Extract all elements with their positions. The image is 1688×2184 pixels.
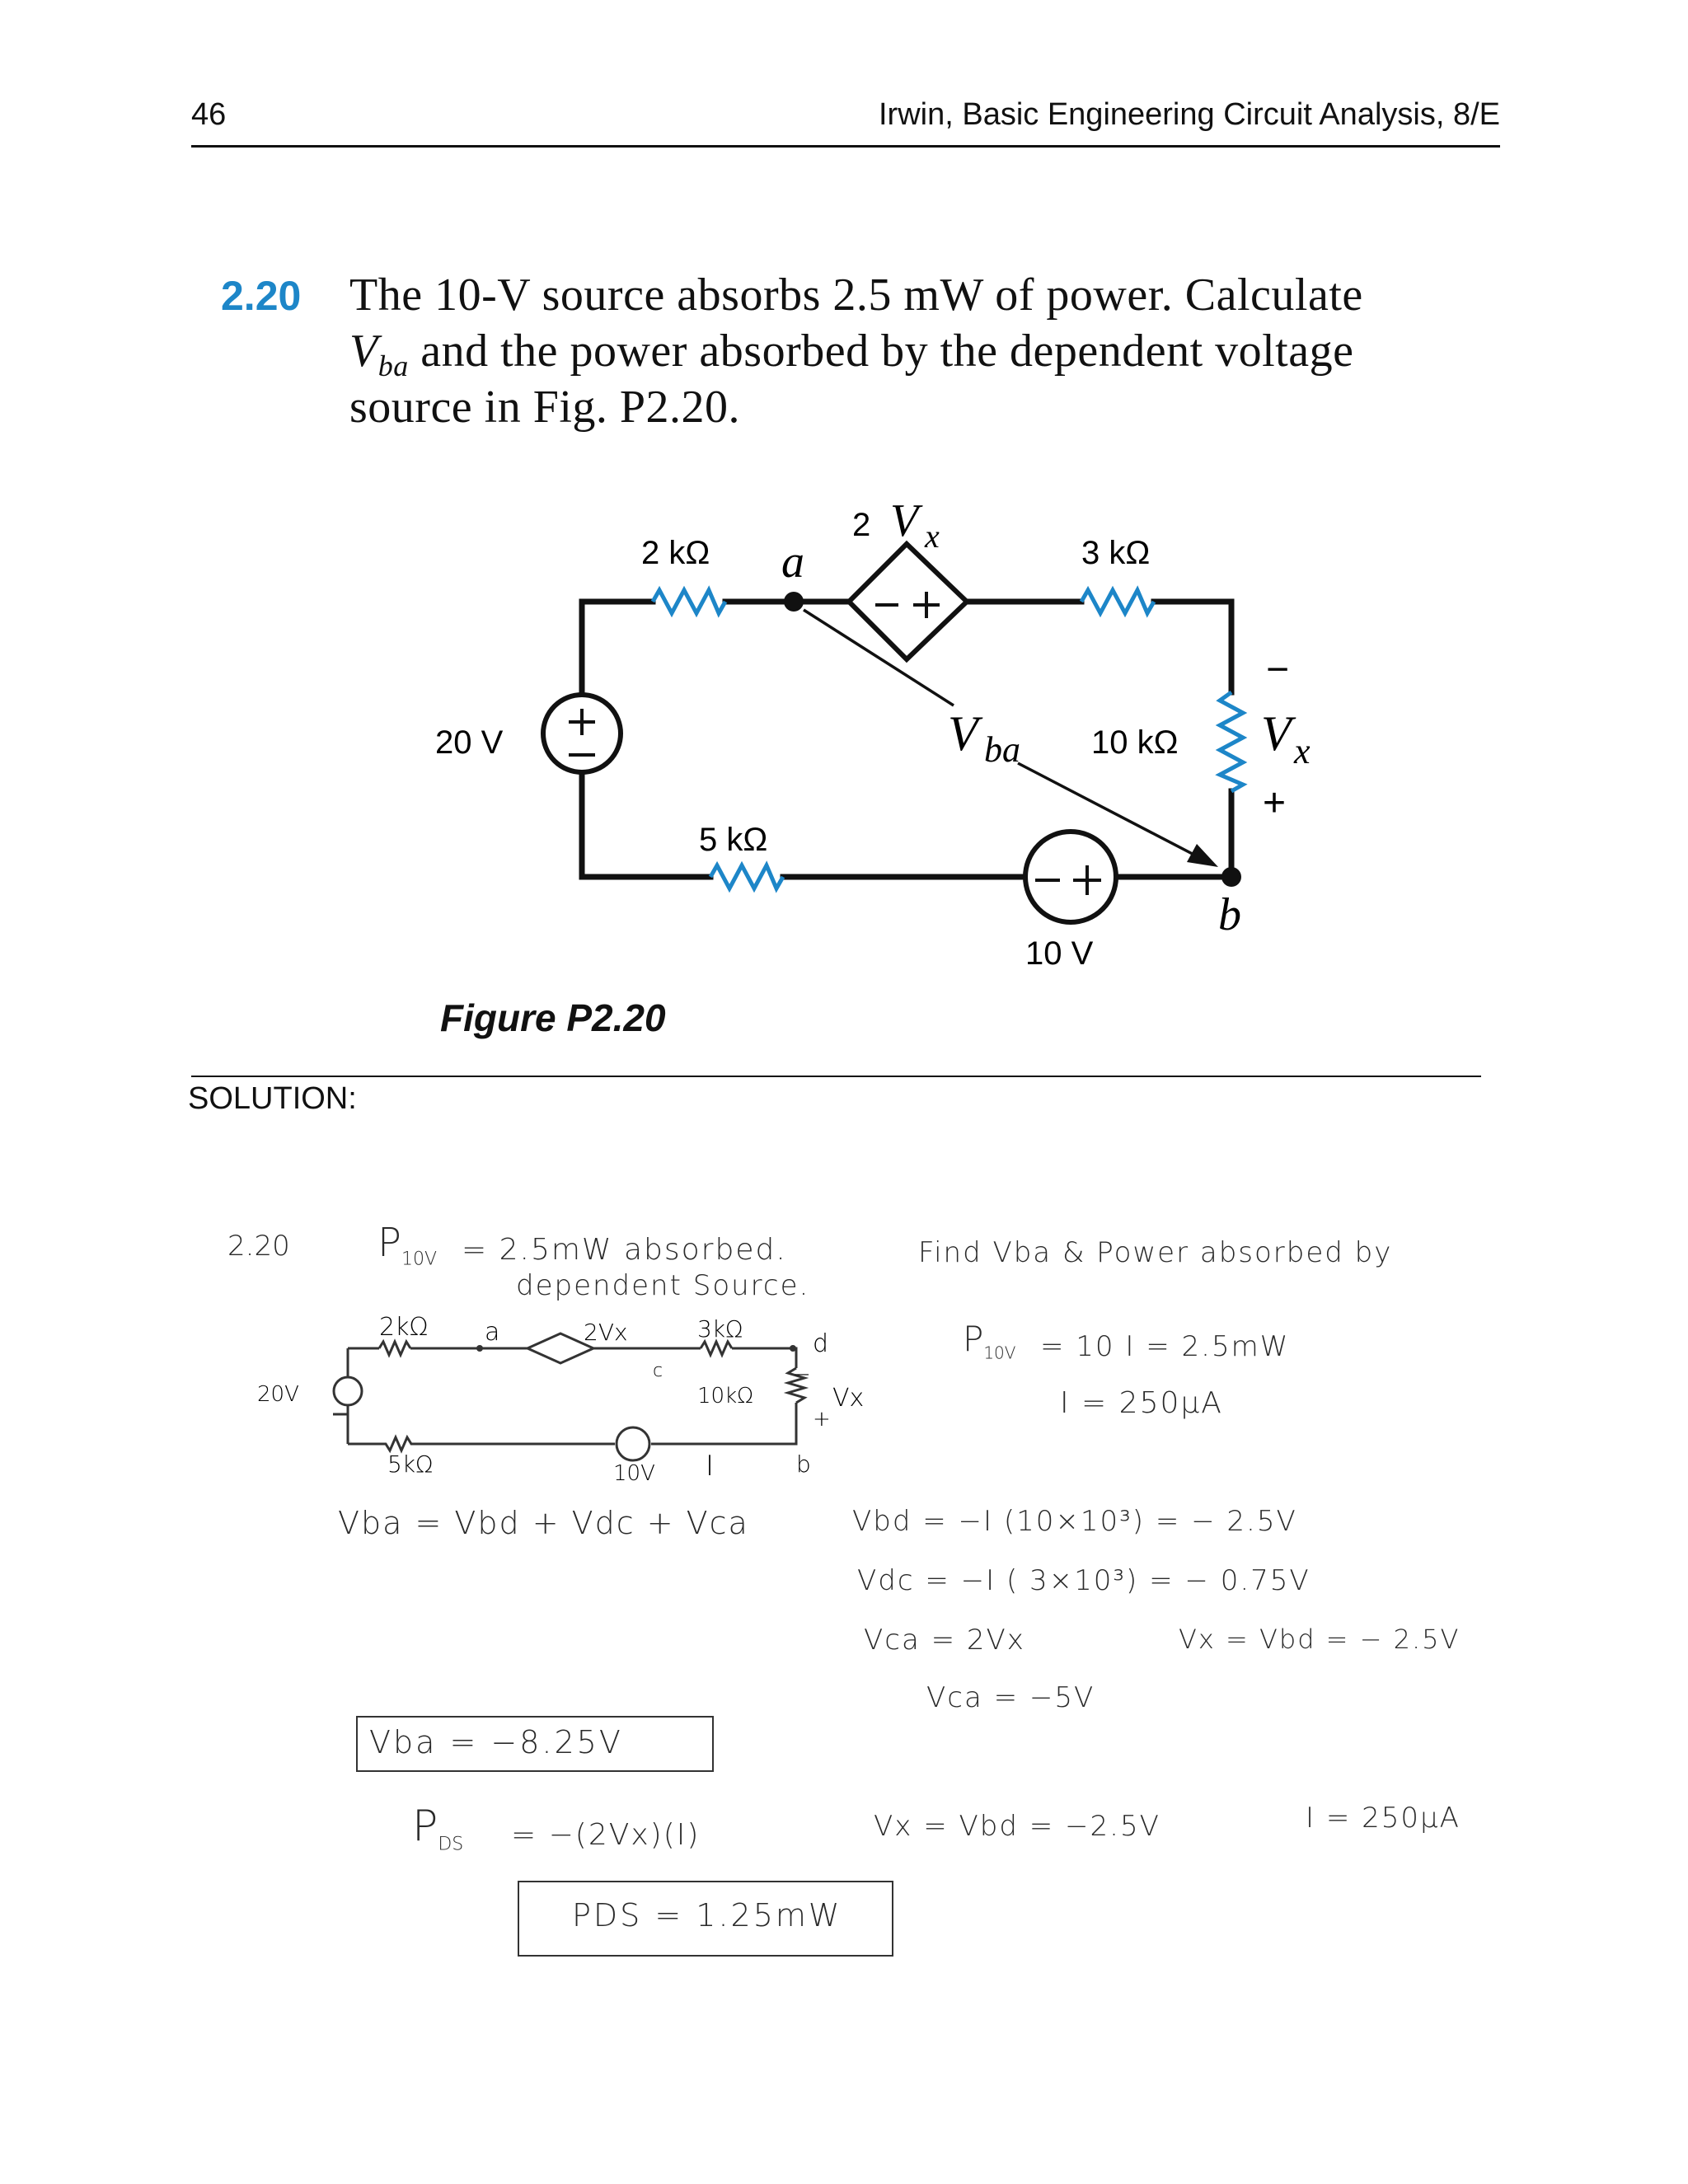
- hw-eq-pds: [412, 1802, 463, 1854]
- dep-coef: 2: [852, 507, 871, 543]
- dep-var: V: [890, 495, 919, 546]
- page-number: 46: [191, 97, 227, 132]
- answer-vba-box: [356, 1716, 714, 1772]
- label-2k: 2 kΩ: [641, 535, 710, 571]
- sk-vx-minus: −: [793, 1362, 811, 1387]
- sk-20v: 20V: [257, 1382, 299, 1407]
- label-10k: 10 kΩ: [1091, 724, 1179, 761]
- solution-heading: SOLUTION:: [188, 1081, 357, 1116]
- vba-symbol: V: [349, 326, 378, 377]
- hw-eq-p10-sub: 10V: [983, 1343, 1016, 1363]
- hw-given: = 2.5mW absorbed.: [462, 1233, 787, 1267]
- sk-10v: 10V: [613, 1461, 655, 1486]
- hw-eq-p10-symbol: P: [963, 1319, 984, 1359]
- dep-sub: x: [925, 518, 940, 555]
- sk-10v-source: [617, 1427, 649, 1460]
- sk-c: c: [653, 1361, 663, 1381]
- sk-r3k: [701, 1342, 732, 1355]
- hw-eq-vx-2: Vx = Vbd = −2.5V: [874, 1810, 1160, 1843]
- label-20v: 20 V: [435, 724, 504, 761]
- label-10v: 10 V: [1025, 935, 1094, 972]
- sk-wire-4: [732, 1348, 796, 1368]
- hw-eq-vba: Vba = Vbd + Vdc + Vca: [338, 1505, 749, 1541]
- hw-eq-vx-1: Vx = Vbd = − 2.5V: [1179, 1624, 1461, 1655]
- vba-sub: ba: [984, 729, 1020, 770]
- hw-eq-vca: Vca = 2Vx: [864, 1624, 1025, 1657]
- problem-line-2-rest: and the power absorbed by the dependent voltage: [408, 326, 1354, 377]
- figure-caption: Figure P2.20: [440, 996, 666, 1039]
- problem-number: 2.20: [221, 273, 302, 319]
- label-3k: 3 kΩ: [1081, 535, 1151, 571]
- sk-5k: 5kΩ: [387, 1451, 434, 1478]
- sk-r2k: [379, 1342, 410, 1355]
- vx-var: V: [1261, 706, 1292, 761]
- hw-eq-i: I = 250μA: [1060, 1386, 1223, 1420]
- sk-10k: 10kΩ: [697, 1384, 754, 1408]
- sk-20v-source: [334, 1377, 362, 1405]
- hw-eq-vbd: Vbd = −I (10×10³) = − 2.5V: [852, 1505, 1297, 1538]
- vba-var: V: [948, 706, 978, 761]
- sk-a: a: [485, 1318, 500, 1347]
- hw-p10-sub: 10V: [401, 1249, 437, 1270]
- hw-eq-p10-rhs: = 10 I = 2.5mW: [1040, 1330, 1290, 1363]
- sk-2vx: 2Vx: [584, 1319, 628, 1346]
- problem-line-1: The 10-V source absorbs 2.5 mW of power. Calculate: [349, 269, 1363, 321]
- node-a-label: a: [781, 537, 804, 588]
- hw-problem-number: 2.20: [227, 1230, 290, 1263]
- sk-node-d: [790, 1345, 796, 1352]
- hw-eq-i-2: I = 250μA: [1306, 1802, 1461, 1835]
- sk-3k: 3kΩ: [697, 1315, 743, 1343]
- node-b-label: b: [1218, 889, 1241, 940]
- hw-find-line-2: dependent Source.: [516, 1269, 810, 1302]
- sk-b: b: [796, 1451, 811, 1478]
- hw-p10-symbol: P: [377, 1220, 401, 1266]
- sk-wire-5: [651, 1403, 796, 1444]
- hw-eq-pds-rhs: = −(2Vx)(I): [511, 1818, 701, 1852]
- sk-r5k: [348, 1437, 465, 1451]
- vx-plus: +: [1263, 781, 1287, 825]
- sk-node-a: [476, 1345, 483, 1352]
- vx-minus: −: [1266, 648, 1290, 691]
- hw-find: Find Vba & Power absorbed by: [918, 1236, 1393, 1269]
- hw-eq-pds-symbol: P: [412, 1802, 438, 1851]
- hw-eq-pds-sub: DS: [438, 1834, 464, 1855]
- answer-pds-box: [518, 1881, 893, 1957]
- vx-sub: x: [1294, 731, 1311, 771]
- answer-pds: PDS = 1.25mW: [572, 1897, 842, 1933]
- hw-eq-vdc: Vdc = −I ( 3×10³) = − 0.75V: [857, 1564, 1311, 1597]
- sk-d: d: [813, 1329, 829, 1358]
- answer-vba: Vba = −8.25V: [369, 1724, 623, 1760]
- hw-eq-vca-2: Vca = −5V: [926, 1681, 1095, 1714]
- sk-vx-plus: +: [813, 1407, 831, 1432]
- sk-i: I: [706, 1450, 715, 1483]
- sk-2k: 2kΩ: [379, 1313, 429, 1342]
- sk-vx: Vx: [832, 1384, 865, 1413]
- hw-eq-p10: [963, 1319, 1015, 1362]
- book-title: Irwin, Basic Engineering Circuit Analysis, 8/E: [879, 97, 1500, 132]
- problem-line-3: source in Fig. P2.20.: [349, 382, 741, 433]
- vba-subscript: ba: [377, 349, 409, 383]
- label-5k: 5 kΩ: [699, 822, 768, 858]
